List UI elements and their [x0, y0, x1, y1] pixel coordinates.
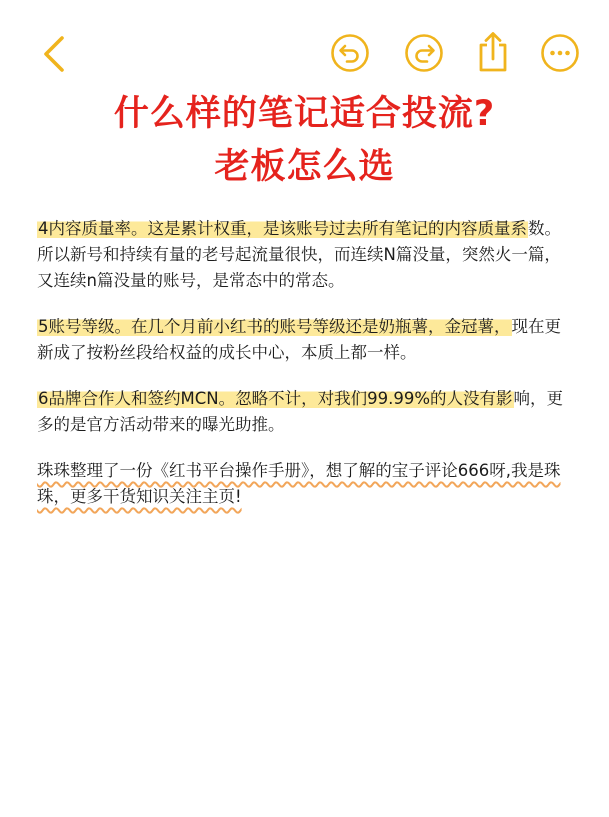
note-title-line-1: 什么样的笔记适合投流? — [113, 94, 496, 134]
paragraph-content-quality — [37, 216, 577, 294]
share-icon — [475, 30, 511, 74]
paragraph-call-to-action — [37, 458, 577, 510]
undo-button[interactable] — [330, 33, 370, 73]
chevron-left-icon — [38, 34, 68, 74]
more-icon — [540, 33, 580, 73]
paragraph-text: 现在更新成了按粉丝段给权益的成长中心，本质上都一样。 — [37, 317, 561, 362]
paragraph-text: 响，更多的是官方活动带来的曝光助推。 — [37, 389, 564, 434]
highlight-text: 6品牌合作人和签约MCN。忽略不计，对我们99.99%的人没有影 — [38, 389, 513, 408]
undo-icon — [330, 33, 370, 73]
share-button[interactable] — [475, 30, 511, 74]
paragraph-text: 数。所以新号和持续有量的老号起流量很快，而连续N篇没量，突然火一篇，又连续n篇没量的账号，是常态中的常态。 — [37, 219, 561, 290]
note-title-line-2: 老板怎么选 — [214, 147, 395, 187]
highlight-text: 4内容质量率。这是累计权重，是该账号过去所有笔记的内容质量系 — [38, 219, 527, 238]
redo-button[interactable] — [404, 33, 444, 73]
highlight-text: 5账号等级。在几个月前小红书的账号等级还是奶瓶薯，金冠薯， — [38, 317, 511, 336]
note-body[interactable] — [37, 216, 577, 530]
paragraph-account-level — [37, 314, 577, 366]
back-button[interactable] — [38, 34, 68, 74]
redo-icon — [404, 33, 444, 73]
wavy-underlined-text: 珠珠整理了一份《红书平台操作手册》，想了解的宝子评论666呀,我是珠珠，更多干货知识关注主页! — [37, 461, 561, 506]
note-toolbar — [0, 0, 609, 100]
more-button[interactable] — [540, 33, 580, 73]
paragraph-brand-partner — [37, 386, 577, 438]
